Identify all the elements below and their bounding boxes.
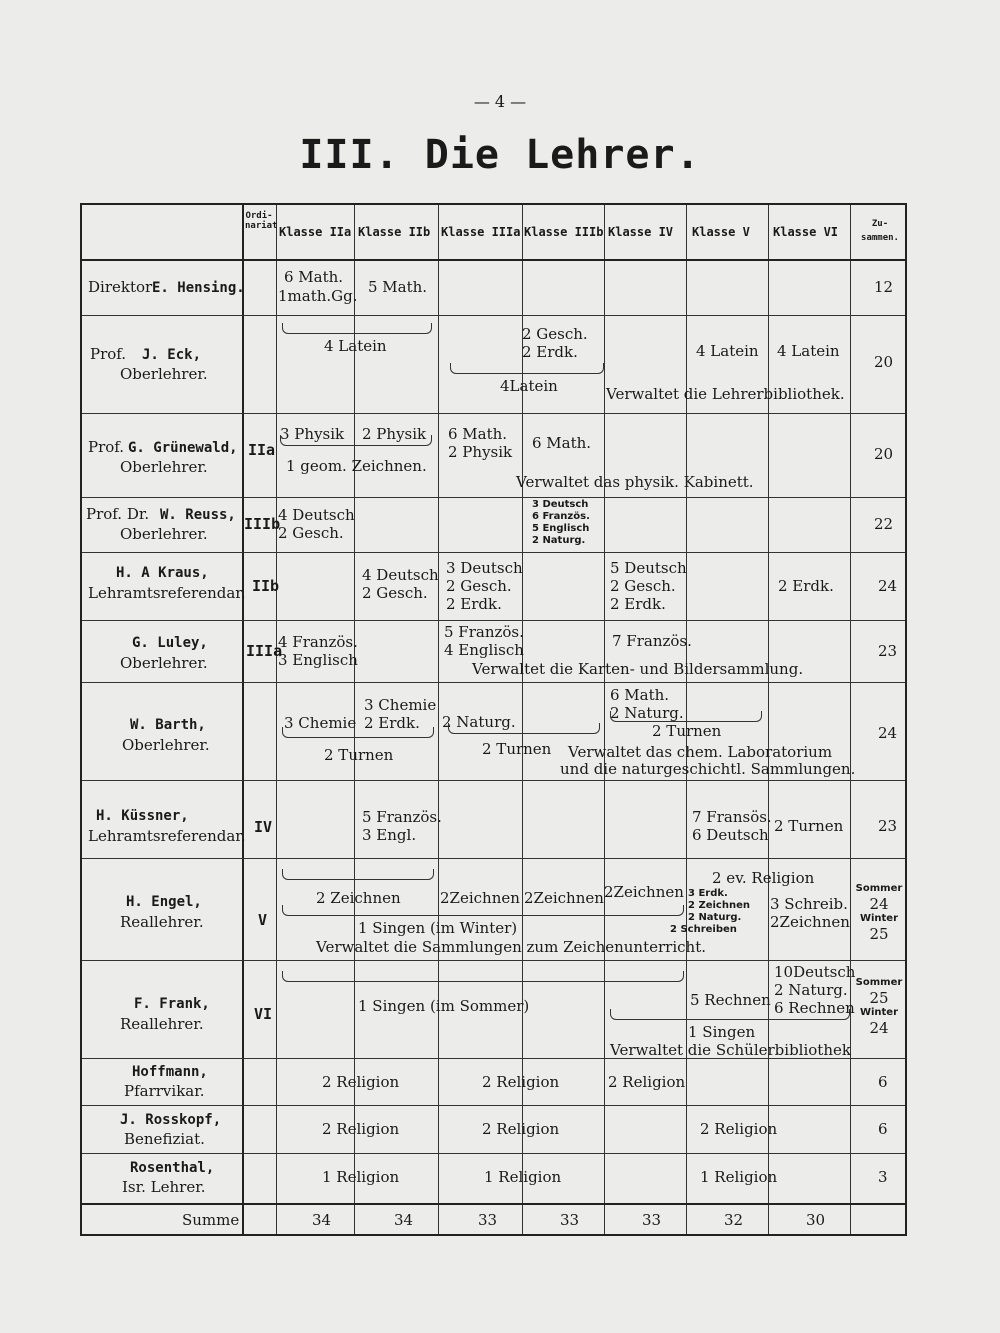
teacher-name: H. Engel, xyxy=(126,894,202,910)
assignment: 2 Physik xyxy=(448,443,513,461)
row-divider xyxy=(82,780,905,781)
assignment: 2 Religion xyxy=(482,1120,560,1138)
teacher-role: Oberlehrer. xyxy=(120,365,208,383)
assignment: 4Latein xyxy=(500,377,558,395)
page-title: III. Die Lehrer. xyxy=(299,132,701,178)
assignment: 2 Gesch. xyxy=(362,584,428,602)
brace xyxy=(282,727,434,738)
assignment: 2 Gesch. xyxy=(278,524,344,542)
assignment: 6 Rechnen xyxy=(774,999,855,1017)
assignment: 6 Math. xyxy=(610,686,670,704)
ordinariat: IIa xyxy=(248,441,276,459)
assignment: 2 Zeichnen xyxy=(688,900,750,911)
row-total: 12 xyxy=(874,278,894,296)
row-total-line: Sommer xyxy=(855,883,903,894)
assignment: 3 Chemie xyxy=(284,714,357,732)
assignment: 3 Erdk. xyxy=(688,888,728,899)
assignment: 4 Latein xyxy=(324,337,387,355)
row-total-line: 24 xyxy=(869,895,889,913)
sum-value: 33 xyxy=(478,1211,498,1229)
header-class-v: Klasse V xyxy=(692,225,750,239)
assignment: 5 Math. xyxy=(368,278,428,296)
assignment: 1 Singen (im Sommer) xyxy=(358,997,530,1015)
teacher-role: Oberlehrer. xyxy=(120,654,208,672)
row-total: 20 xyxy=(874,445,894,463)
col-divider xyxy=(438,205,439,1234)
teacher-name: Hoffmann, xyxy=(132,1064,208,1080)
assignment: 7 Französ. xyxy=(612,632,692,650)
assignment: 4 Latein xyxy=(696,342,759,360)
assignment: 2 Religion xyxy=(322,1120,400,1138)
row-divider xyxy=(82,682,905,683)
header-class-iv: Klasse IV xyxy=(608,225,674,239)
assignment: 4 Englisch xyxy=(444,641,524,659)
assignment: 2 Gesch. xyxy=(522,325,588,343)
note: Verwaltet die Sammlungen zum Zeichenunterricht. xyxy=(316,938,706,956)
assignment: 2 Religion xyxy=(700,1120,778,1138)
assignment: 2 Erdk. xyxy=(778,577,834,595)
teacher-table xyxy=(80,203,907,1236)
teacher-name: G. Luley, xyxy=(132,635,208,651)
note: Verwaltet die Schülerbibliothek xyxy=(610,1041,851,1059)
assignment: 2 Religion xyxy=(322,1073,400,1091)
assignment: 5 Französ. xyxy=(444,623,524,641)
assignment: 2 Naturg. xyxy=(532,535,586,546)
assignment: 2 Erdk. xyxy=(522,343,578,361)
note: Verwaltet das chem. Laboratorium xyxy=(568,743,833,761)
header-class-iiib: Klasse IIIb xyxy=(524,225,604,239)
row-divider xyxy=(82,1203,905,1205)
row-total: 23 xyxy=(878,817,898,835)
col-divider xyxy=(242,205,244,1234)
assignment: 6 Math. xyxy=(284,268,344,286)
assignment: 1 geom. Zeichnen. xyxy=(286,457,427,475)
assignment: 5 Rechnen xyxy=(690,991,771,1009)
row-total: 22 xyxy=(874,515,894,533)
teacher-name: H. Küssner, xyxy=(96,808,189,824)
assignment: 2 Schreiben xyxy=(670,924,737,935)
row-total: 6 xyxy=(878,1073,888,1091)
sum-value: 34 xyxy=(394,1211,414,1229)
teacher-name: J. Eck, xyxy=(142,347,202,363)
sum-value: 30 xyxy=(806,1211,826,1229)
assignment: 2 Turnen xyxy=(482,740,552,758)
assignment: 1math.Gg. xyxy=(278,287,358,305)
row-divider xyxy=(82,497,905,498)
row-divider xyxy=(82,1105,905,1106)
assignment: 2 Turnen xyxy=(324,746,394,764)
row-divider xyxy=(82,259,905,261)
assignment: 2 Naturg. xyxy=(688,912,742,923)
header-class-iia: Klasse IIa xyxy=(279,225,352,239)
row-total: 3 xyxy=(878,1168,888,1186)
assignment: 2 Turnen xyxy=(774,817,844,835)
row-divider xyxy=(82,1153,905,1154)
assignment: 2 Zeichnen xyxy=(316,889,401,907)
assignment: 3 Deutsch xyxy=(532,499,589,510)
teacher-role: Oberlehrer. xyxy=(120,458,208,476)
assignment: 2Zeichnen xyxy=(604,883,684,901)
ordinariat: VI xyxy=(254,1005,273,1023)
col-divider xyxy=(604,205,605,1234)
assignment: 2 Erdk. xyxy=(364,714,420,732)
assignment: 4 Latein xyxy=(777,342,840,360)
ordinariat: IV xyxy=(254,818,273,836)
assignment: 2 Naturg. xyxy=(610,704,684,722)
teacher-name: W. Reuss, xyxy=(160,507,236,523)
sum-label: Summe xyxy=(182,1211,240,1229)
brace xyxy=(448,723,600,734)
assignment: 1 Religion xyxy=(484,1168,562,1186)
brace xyxy=(450,363,604,374)
assignment: 2 Erdk. xyxy=(610,595,666,613)
row-divider xyxy=(82,858,905,859)
ordinariat: IIIa xyxy=(246,642,283,660)
assignment: 4 Deutsch xyxy=(278,506,355,524)
assignment: 2 Religion xyxy=(482,1073,560,1091)
col-divider xyxy=(850,205,851,1234)
ordinariat: V xyxy=(258,911,268,929)
assignment: 1 Religion xyxy=(700,1168,778,1186)
assignment: 3 Schreib. xyxy=(770,895,848,913)
sum-value: 33 xyxy=(560,1211,580,1229)
assignment: 1 Religion xyxy=(322,1168,400,1186)
row-divider xyxy=(82,315,905,316)
teacher-role: Lehramtsreferendar. xyxy=(88,827,246,845)
assignment: 2Zeichnen xyxy=(524,889,604,907)
teacher-role: Oberlehrer. xyxy=(122,736,210,754)
teacher-role: Pfarrvikar. xyxy=(124,1082,205,1100)
row-total: 23 xyxy=(878,642,898,660)
ordinariat: IIb xyxy=(252,577,280,595)
page-number: — 4 — xyxy=(473,92,527,111)
assignment: 3 Chemie xyxy=(364,696,437,714)
row-total: 6 xyxy=(878,1120,888,1138)
assignment: 6 Math. xyxy=(532,434,592,452)
sum-value: 32 xyxy=(724,1211,744,1229)
assignment: 2 Naturg. xyxy=(442,713,516,731)
row-total-line: Sommer xyxy=(855,977,903,988)
assignment: 10Deutsch xyxy=(774,963,856,981)
assignment: 2Zeichnen xyxy=(440,889,520,907)
assignment: 2 Gesch. xyxy=(446,577,512,595)
assignment: 3 Englisch xyxy=(278,651,358,669)
col-divider xyxy=(768,205,769,1234)
note: Verwaltet das physik. Kabinett. xyxy=(516,473,754,491)
row-divider xyxy=(82,413,905,414)
assignment: 5 Englisch xyxy=(532,523,590,534)
teacher-title: Prof. Dr. xyxy=(86,505,150,523)
header-class-iib: Klasse IIb xyxy=(358,225,431,239)
teacher-name: F. Frank, xyxy=(134,996,210,1012)
assignment: 2 Naturg. xyxy=(774,981,848,999)
assignment: 2 Erdk. xyxy=(446,595,502,613)
header-class-vi: Klasse VI xyxy=(773,225,839,239)
row-total-line: 25 xyxy=(869,925,889,943)
sum-value: 33 xyxy=(642,1211,662,1229)
teacher-title: Prof. xyxy=(90,345,127,363)
assignment: 7 Fransös. xyxy=(692,808,772,826)
row-divider xyxy=(82,552,905,553)
header-ordinariat: Ordi-nariat xyxy=(245,211,278,231)
teacher-name: J. Rosskopf, xyxy=(120,1112,222,1128)
brace xyxy=(610,1009,850,1020)
row-divider xyxy=(82,620,905,621)
brace xyxy=(280,435,432,446)
row-total-line: Winter xyxy=(859,913,899,924)
assignment: 3 Deutsch xyxy=(446,559,523,577)
note: Verwaltet die Karten- und Bildersammlung. xyxy=(472,660,804,678)
note: und die naturgeschichtl. Sammlungen. xyxy=(560,760,856,778)
sum-value: 34 xyxy=(312,1211,332,1229)
assignment: 6 Deutsch xyxy=(692,826,769,844)
row-total: 20 xyxy=(874,353,894,371)
teacher-name: Rosenthal, xyxy=(130,1160,215,1176)
assignment: 5 Französ. xyxy=(362,808,442,826)
brace xyxy=(282,323,432,334)
assignment: 3 Engl. xyxy=(362,826,417,844)
assignment: 2 ev. Religion xyxy=(712,869,815,887)
row-total: 24 xyxy=(878,724,898,742)
assignment: 2 Religion xyxy=(608,1073,686,1091)
brace xyxy=(282,905,684,916)
assignment: 2 Gesch. xyxy=(610,577,676,595)
header-total: Zu-sammen. xyxy=(861,219,899,243)
teacher-role: Isr. Lehrer. xyxy=(122,1178,206,1196)
col-divider xyxy=(276,205,277,1234)
assignment: 1 Singen xyxy=(688,1023,756,1041)
teacher-role: Oberlehrer. xyxy=(120,525,208,543)
teacher-name: H. A Kraus, xyxy=(116,565,209,581)
teacher-role: Benefiziat. xyxy=(124,1130,205,1148)
brace xyxy=(282,971,684,982)
teacher-name: W. Barth, xyxy=(130,717,206,733)
assignment: 2 Physik xyxy=(362,425,427,443)
row-total: 24 xyxy=(878,577,898,595)
teacher-role: Reallehrer. xyxy=(120,1015,204,1033)
teacher-name: G. Grünewald, xyxy=(128,440,238,456)
assignment: 6 Math. xyxy=(448,425,508,443)
row-total-line: 24 xyxy=(869,1019,889,1037)
teacher-title: Direktor xyxy=(88,278,153,296)
header-class-iiia: Klasse IIIa xyxy=(441,225,521,239)
teacher-name: E. Hensing. xyxy=(152,280,245,296)
teacher-title: Prof. xyxy=(88,438,125,456)
assignment: 5 Deutsch xyxy=(610,559,687,577)
assignment: 1 Singen (im Winter) xyxy=(358,919,518,937)
row-total-line: Winter xyxy=(859,1007,899,1018)
row-divider xyxy=(82,960,905,961)
note: Verwaltet die Lehrerbibliothek. xyxy=(606,385,845,403)
row-total-line: 25 xyxy=(869,989,889,1007)
assignment: 2Zeichnen xyxy=(770,913,850,931)
assignment: 4 Französ. xyxy=(278,633,358,651)
teacher-role: Lehramtsreferendar. xyxy=(88,584,246,602)
brace xyxy=(610,711,762,722)
assignment: 3 Physik xyxy=(280,425,345,443)
assignment: 6 Französ. xyxy=(532,511,590,522)
assignment: 4 Deutsch xyxy=(362,566,439,584)
teacher-role: Reallehrer. xyxy=(120,913,204,931)
ordinariat: IIIb xyxy=(244,515,281,533)
brace xyxy=(282,869,434,880)
assignment: 2 Turnen xyxy=(652,722,722,740)
